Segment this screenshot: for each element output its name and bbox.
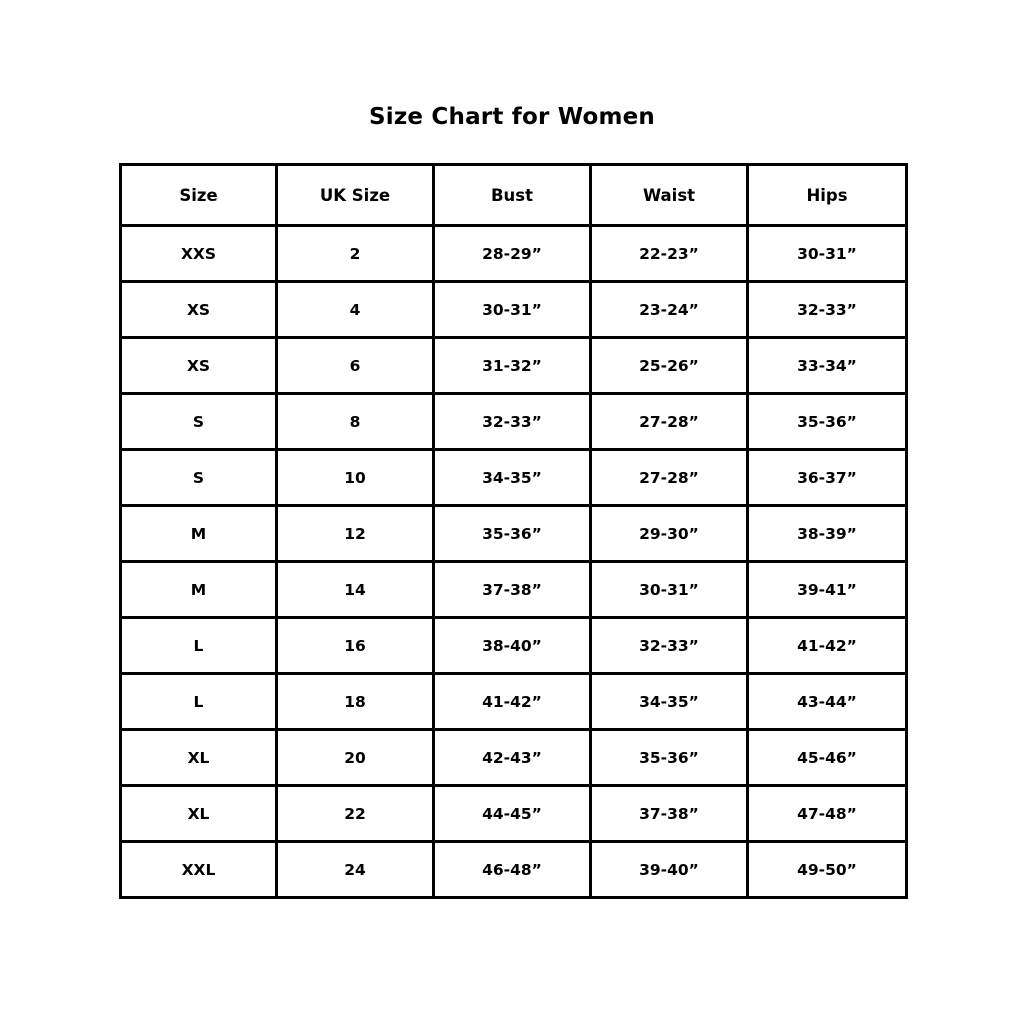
table-header bbox=[121, 165, 907, 226]
cell-bust: 28-29” bbox=[434, 226, 591, 282]
cell-size: XXL bbox=[121, 842, 277, 898]
cell-hips: 30-31” bbox=[748, 226, 907, 282]
cell-uk-size: 4 bbox=[277, 282, 434, 338]
cell-hips: 47-48” bbox=[748, 786, 907, 842]
cell-size: L bbox=[121, 618, 277, 674]
cell-bust: 46-48” bbox=[434, 842, 591, 898]
cell-bust: 34-35” bbox=[434, 450, 591, 506]
table-row bbox=[121, 394, 907, 450]
cell-size: XL bbox=[121, 786, 277, 842]
table-body bbox=[121, 226, 907, 898]
table-row bbox=[121, 842, 907, 898]
column-header-hips: Hips bbox=[748, 165, 907, 226]
cell-hips: 36-37” bbox=[748, 450, 907, 506]
size-chart-table-wrapper bbox=[119, 163, 905, 899]
cell-bust: 38-40” bbox=[434, 618, 591, 674]
cell-uk-size: 6 bbox=[277, 338, 434, 394]
column-header-size: Size bbox=[121, 165, 277, 226]
cell-uk-size: 22 bbox=[277, 786, 434, 842]
table-row bbox=[121, 506, 907, 562]
table-row bbox=[121, 562, 907, 618]
table-header-row bbox=[121, 165, 907, 226]
cell-hips: 41-42” bbox=[748, 618, 907, 674]
cell-waist: 32-33” bbox=[591, 618, 748, 674]
cell-hips: 33-34” bbox=[748, 338, 907, 394]
table-row bbox=[121, 730, 907, 786]
cell-waist: 30-31” bbox=[591, 562, 748, 618]
column-header-waist: Waist bbox=[591, 165, 748, 226]
cell-waist: 27-28” bbox=[591, 450, 748, 506]
cell-waist: 22-23” bbox=[591, 226, 748, 282]
table-row bbox=[121, 450, 907, 506]
cell-uk-size: 20 bbox=[277, 730, 434, 786]
column-header-uk-size: UK Size bbox=[277, 165, 434, 226]
cell-waist: 29-30” bbox=[591, 506, 748, 562]
table-row bbox=[121, 786, 907, 842]
cell-waist: 25-26” bbox=[591, 338, 748, 394]
cell-size: XXS bbox=[121, 226, 277, 282]
column-header-bust: Bust bbox=[434, 165, 591, 226]
cell-hips: 32-33” bbox=[748, 282, 907, 338]
cell-uk-size: 18 bbox=[277, 674, 434, 730]
cell-uk-size: 24 bbox=[277, 842, 434, 898]
cell-waist: 27-28” bbox=[591, 394, 748, 450]
cell-uk-size: 8 bbox=[277, 394, 434, 450]
cell-uk-size: 16 bbox=[277, 618, 434, 674]
table-row bbox=[121, 282, 907, 338]
cell-uk-size: 2 bbox=[277, 226, 434, 282]
cell-size: XS bbox=[121, 282, 277, 338]
cell-size: S bbox=[121, 394, 277, 450]
cell-size: M bbox=[121, 562, 277, 618]
cell-uk-size: 10 bbox=[277, 450, 434, 506]
cell-waist: 37-38” bbox=[591, 786, 748, 842]
cell-bust: 44-45” bbox=[434, 786, 591, 842]
cell-hips: 45-46” bbox=[748, 730, 907, 786]
cell-hips: 39-41” bbox=[748, 562, 907, 618]
cell-size: XS bbox=[121, 338, 277, 394]
cell-bust: 41-42” bbox=[434, 674, 591, 730]
cell-size: L bbox=[121, 674, 277, 730]
page-title: Size Chart for Women bbox=[368, 104, 655, 130]
cell-waist: 39-40” bbox=[591, 842, 748, 898]
cell-hips: 35-36” bbox=[748, 394, 907, 450]
cell-waist: 34-35” bbox=[591, 674, 748, 730]
cell-uk-size: 12 bbox=[277, 506, 434, 562]
cell-uk-size: 14 bbox=[277, 562, 434, 618]
cell-hips: 49-50” bbox=[748, 842, 907, 898]
size-chart-table bbox=[119, 163, 908, 899]
cell-size: S bbox=[121, 450, 277, 506]
table-row bbox=[121, 226, 907, 282]
table-row bbox=[121, 674, 907, 730]
cell-hips: 43-44” bbox=[748, 674, 907, 730]
cell-bust: 31-32” bbox=[434, 338, 591, 394]
cell-waist: 23-24” bbox=[591, 282, 748, 338]
cell-bust: 35-36” bbox=[434, 506, 591, 562]
cell-waist: 35-36” bbox=[591, 730, 748, 786]
cell-hips: 38-39” bbox=[748, 506, 907, 562]
cell-bust: 32-33” bbox=[434, 394, 591, 450]
table-row bbox=[121, 338, 907, 394]
cell-bust: 30-31” bbox=[434, 282, 591, 338]
cell-bust: 37-38” bbox=[434, 562, 591, 618]
cell-size: XL bbox=[121, 730, 277, 786]
cell-size: M bbox=[121, 506, 277, 562]
table-row bbox=[121, 618, 907, 674]
cell-bust: 42-43” bbox=[434, 730, 591, 786]
